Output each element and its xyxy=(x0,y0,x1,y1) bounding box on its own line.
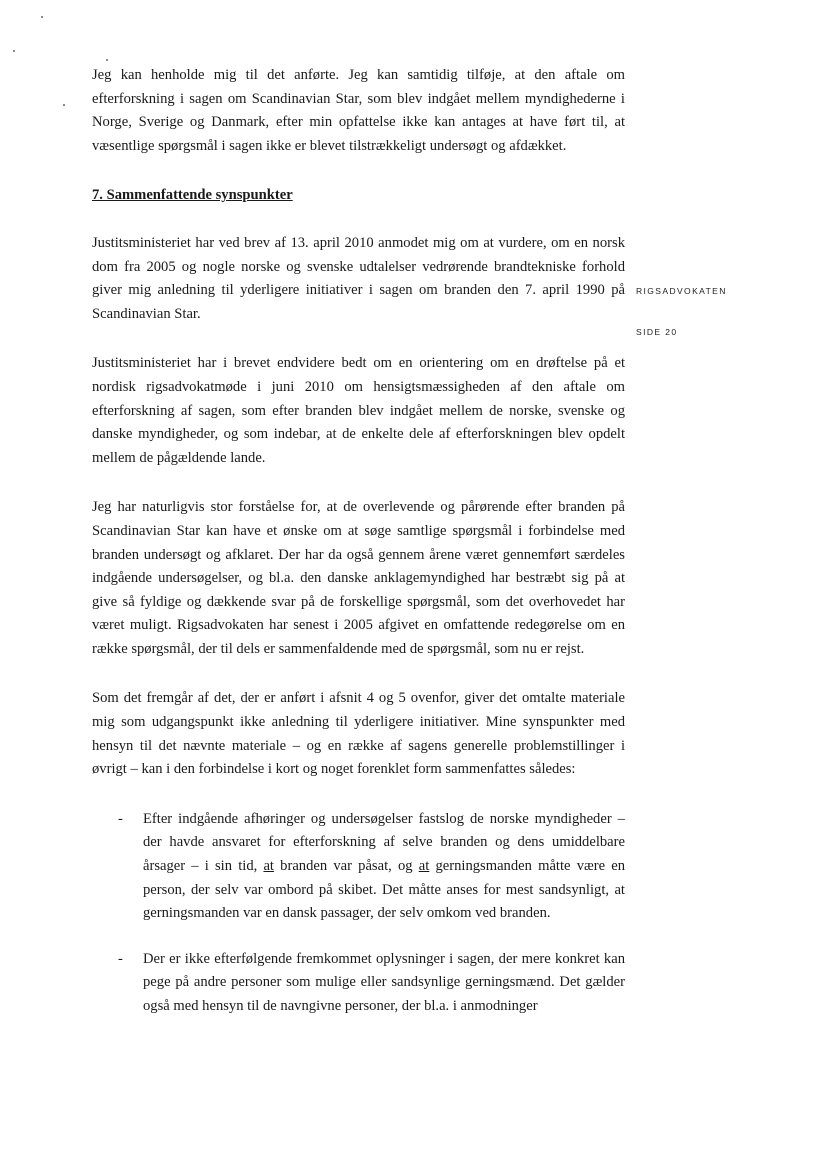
summary-list xyxy=(92,808,625,1019)
scan-speck xyxy=(63,104,65,106)
dash-marker: - xyxy=(118,810,123,827)
paragraph-orientation: Justitsministeriet har i brevet endvidere bedt om en orientering om en drøftelse på et nordisk rigsadvokatmøde i juni 2010 om hensigtsmæssigheden af den aftale om efterforskning af sagen, som efter branden blev indgået mellem de norske, svenske og danske myndigheder, og som indebar, at de enkelte dele af efterforskningen blev opdelt mellem de pågældende lande. xyxy=(92,355,625,466)
dash-marker: - xyxy=(118,950,123,967)
list-item xyxy=(92,808,625,926)
paragraph-understanding: Jeg har naturligvis stor forståelse for, at de overlevende og pårørende efter branden på Scandinavian Star kan have et ønske om at søge samtlige spørgsmål i forbindelse med branden undersøgt og afklaret. Der har da også gennem årene været gennemført særdeles indgående undersøgelser, og bl.a. den danske anklagemyndighed har bestræbt sig på at give så fyldige og dækkende svar på de forskellige spørgsmål, som det overhovedet har været muligt. Rigsadvokaten har senest i 2005 afgivet en omfattende redegørelse om en række spørgsmål, der til dels er sammenfaldende med de spørgsmål, som nu er rejst. xyxy=(92,499,625,657)
sidebar-org-name: RIGSADVOKATEN xyxy=(636,286,727,296)
scan-speck xyxy=(41,16,43,18)
page-number: SIDE 20 xyxy=(636,327,678,337)
paragraph-summary-intro: Som det fremgår af det, der er anført i afsnit 4 og 5 ovenfor, giver det omtalte materiale mig som udgangspunkt ikke anledning til yderligere initiativer. Mine synspunkter med hensyn til det nævnte materiale – og en række af sagens generelle problemstillinger i øvrigt – kan i den forbindelse i kort og noget forenklet form sammenfattes således: xyxy=(92,690,625,778)
emphasis-at: at xyxy=(263,858,274,875)
list-item-text: Efter indgående afhøringer og undersøgelser fastslog de norske myndigheder – der havde ansvaret for efterforskning af selve branden og dens umiddelbare årsager – i sin tid, at branden var påsat, og at gerningsmanden måtte være en person, der selv var ombord på skibet. Det måtte anses for mest sandsynligt, at gerningsmanden var en dansk passager, der selv omkom ved branden. xyxy=(143,810,626,922)
scan-speck xyxy=(106,59,108,61)
paragraph-continuation: Jeg kan henholde mig til det anførte. Jeg kan samtidig tilføje, at den aftale om efterforskning i sagen om Scandinavian Star, som blev indgået mellem myndighederne i Norge, Sverige og Danmark, efter min opfattelse ikke kan antages at have ført til, at væsentlige spørgsmål i sagen ikke er blevet tilstrækkeligt undersøgt og afdækket. xyxy=(92,67,625,154)
body-text xyxy=(92,64,625,1041)
paragraph-request: Justitsministeriet har ved brev af 13. april 2010 anmodet mig om at vurdere, om en norsk dom fra 2005 og nogle norske og svenske udtalelser vedrørende brandtekniske forhold giver mig anledning til yderligere initiativer i sagen om branden den 7. april 1990 på Scandinavian Star. xyxy=(92,234,625,322)
emphasis-at: at xyxy=(418,858,430,875)
scan-speck xyxy=(13,50,15,52)
list-item-text: Der er ikke efterfølgende fremkommet oplysninger i sagen, der mere konkret kan pege på andre personer som mulige eller sandsynlige gerningsmænd. Det gælder også med hensyn til de navngivne personer, der bl.a. i anmodninger xyxy=(143,950,625,1014)
section-heading: 7. Sammenfattende synspunkter xyxy=(92,187,293,204)
list-item xyxy=(92,948,625,1019)
